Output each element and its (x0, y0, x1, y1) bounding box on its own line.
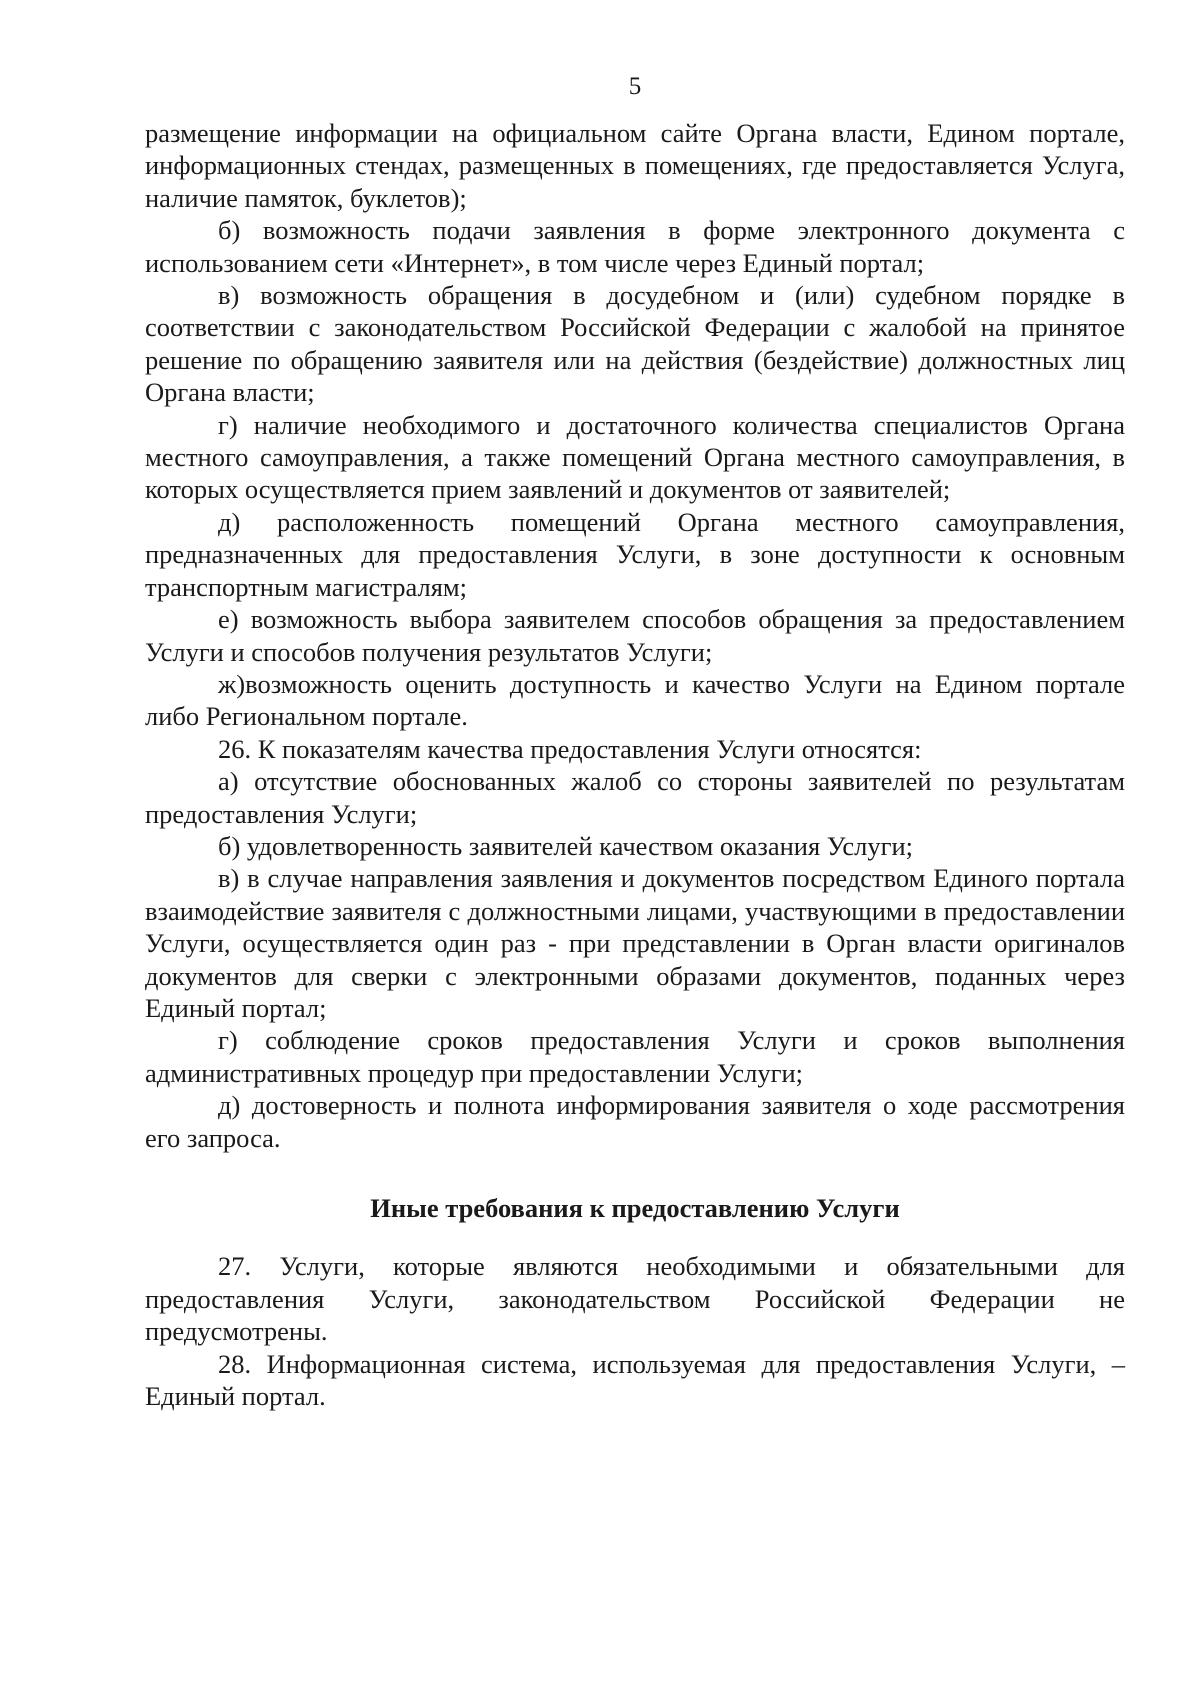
paragraph-info-placement: размещение информации на официальном сайте Органа власти, Едином портале, информационных стендах, размещенных в помещениях, где предоставляется Услуга, наличие памяток, буклетов); (145, 118, 1125, 213)
paragraph-item-e-choice: е) возможность выбора заявителем способов обращения за предоставлением Услуги и способов получения результатов Услуги; (145, 604, 1125, 667)
paragraph-item-v-interaction: в) в случае направления заявления и документов посредством Единого портала взаимодействие заявителя с должностными лицами, участвующими в предоставлении Услуги, осуществляется один раз - при представлении в Орган власти оригиналов документов для сверки с электронными образами документов, поданных через Единый портал; (145, 863, 1125, 1023)
document-body (145, 117, 1125, 1412)
paragraph-item-g-deadlines: г) соблюдение сроков предоставления Услуги и сроков выполнения административных процедур при предоставлении Услуги; (145, 1025, 1125, 1088)
paragraph-item-g-specialists: г) наличие необходимого и достаточного количества специалистов Органа местного самоуправления, а также помещений Органа местного самоуправления, в которых осуществляется прием заявлений и документов от заявителей; (145, 409, 1125, 505)
paragraph-item-d-reliability: д) достоверность и полнота информирования заявителя о ходе рассмотрения его запроса. (145, 1090, 1125, 1153)
paragraph-item-v-appeal: в) возможность обращения в досудебном и (или) судебном порядке в соответствии с законодательством Российской Федерации с жалобой на принятое решение по обращению заявителя или на действия (бездействие) должностных лиц Органа власти; (145, 280, 1125, 408)
paragraph-item-d-location: д) расположенность помещений Органа местного самоуправления, предназначенных для предоставления Услуги, в зоне доступности к основным транспортным магистралям; (145, 506, 1125, 602)
paragraph-28-information-system: 28. Информационная система, используемая для предоставления Услуги, – Единый портал. (145, 1348, 1125, 1412)
paragraph-item-b-satisfaction: б) удовлетворенность заявителей качеством оказания Услуги; (218, 830, 914, 861)
paragraph-item-b-electronic-submission: б) возможность подачи заявления в форме электронного документа с использованием сети «Интернет», в том числе через Единый портал; (145, 215, 1125, 278)
paragraph-item-zh-evaluate: ж)возможность оценить доступность и качество Услуги на Едином портале либо Региональном портале. (145, 668, 1125, 732)
paragraph-26-quality-indicators: 26. К показателям качества предоставления Услуги относятся: (218, 733, 922, 764)
page-number: 5 (628, 73, 642, 100)
section-heading: Иные требования к предоставлению Услуги (370, 1193, 900, 1223)
paragraph-27-required-services: 27. Услуги, которые являются необходимыми и обязательными для предоставления Услуги, законодательством Российской Федерации не предусмотрены. (145, 1251, 1125, 1347)
paragraph-item-a-no-complaints: а) отсутствие обоснованных жалоб со стороны заявителей по результатам предоставления Услуги; (145, 766, 1125, 829)
